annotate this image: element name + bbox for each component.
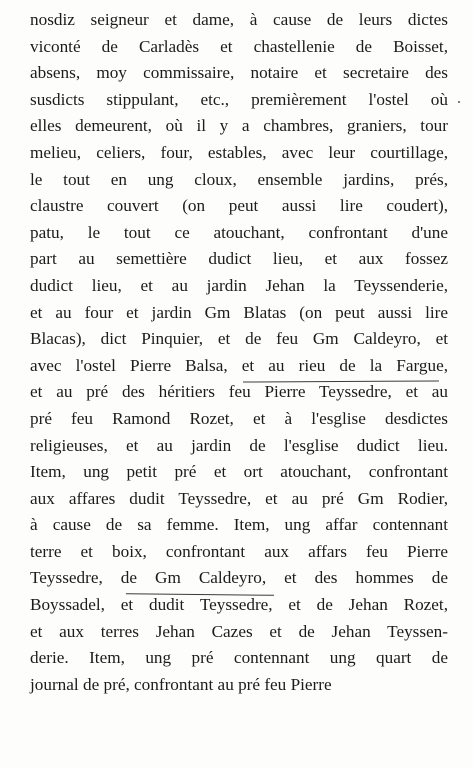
text-line: nosdiz seigneur et dame, à cause de leurs dictes xyxy=(30,10,448,29)
margin-speck xyxy=(458,101,460,103)
text-line: religieuses, et au jardin de l'esglise dudict lieu. xyxy=(30,435,448,455)
text-line: part au semettière dudict lieu, et aux fossez xyxy=(30,249,448,269)
text-line: terre et boix, confrontant aux affars feu Pierre xyxy=(30,541,448,561)
text-line: susdicts stippulant, etc., premièrement l'ostel où xyxy=(30,89,448,109)
text-line: Item, ung petit pré et ort atouchant, confrontant xyxy=(30,462,448,482)
text-line: Teyssedre, de Gm Caldeyro, et des hommes de xyxy=(30,568,448,588)
text-line: et au pré des héritiers feu Pierre Teyssedre, et au xyxy=(30,382,448,402)
text-line: et aux terres Jehan Cazes et de Jehan Teyssen- xyxy=(30,621,448,641)
text-line: claustre couvert (on peut aussi lire coudert), xyxy=(30,196,448,216)
text-line: pré feu Ramond Rozet, et à l'esglise desdictes xyxy=(30,408,448,428)
text-line: viconté de Carladès et chastellenie de Boisset, xyxy=(30,36,448,56)
text-line: Boyssadel, et dudit Teyssedre, et de Jehan Rozet, xyxy=(30,595,448,615)
text-line: Blacas), dict Pinquier, et de feu Gm Caldeyro, et xyxy=(30,329,448,349)
text-line: journal de pré, confrontant au pré feu Pierre xyxy=(30,674,332,694)
text-line: et au four et jardin Gm Blatas (on peut aussi lire xyxy=(30,302,448,322)
text-line: patu, le tout ce atouchant, confrontant d'une xyxy=(30,222,448,242)
text-line: à cause de sa femme. Item, ung affar contennant xyxy=(30,515,448,535)
text-line: melieu, celiers, four, estables, avec leur courtillage, xyxy=(30,142,448,162)
text-line: absens, moy commissaire, notaire et secretaire des xyxy=(30,63,448,83)
text-line: le tout en ung cloux, ensemble jardins, prés, xyxy=(30,169,448,189)
text-line: avec l'ostel Pierre Balsa, et au rieu de la Fargue, xyxy=(30,355,448,375)
text-line: aux affares dudit Teyssedre, et au pré Gm Rodier, xyxy=(30,488,448,508)
text-line: elles demeurent, où il y a chambres, graniers, tour xyxy=(30,116,448,136)
text-line: dudict lieu, et au jardin Jehan la Teyssenderie, xyxy=(30,275,448,295)
text-line: derie. Item, ung pré contennant ung quart de xyxy=(30,648,448,668)
